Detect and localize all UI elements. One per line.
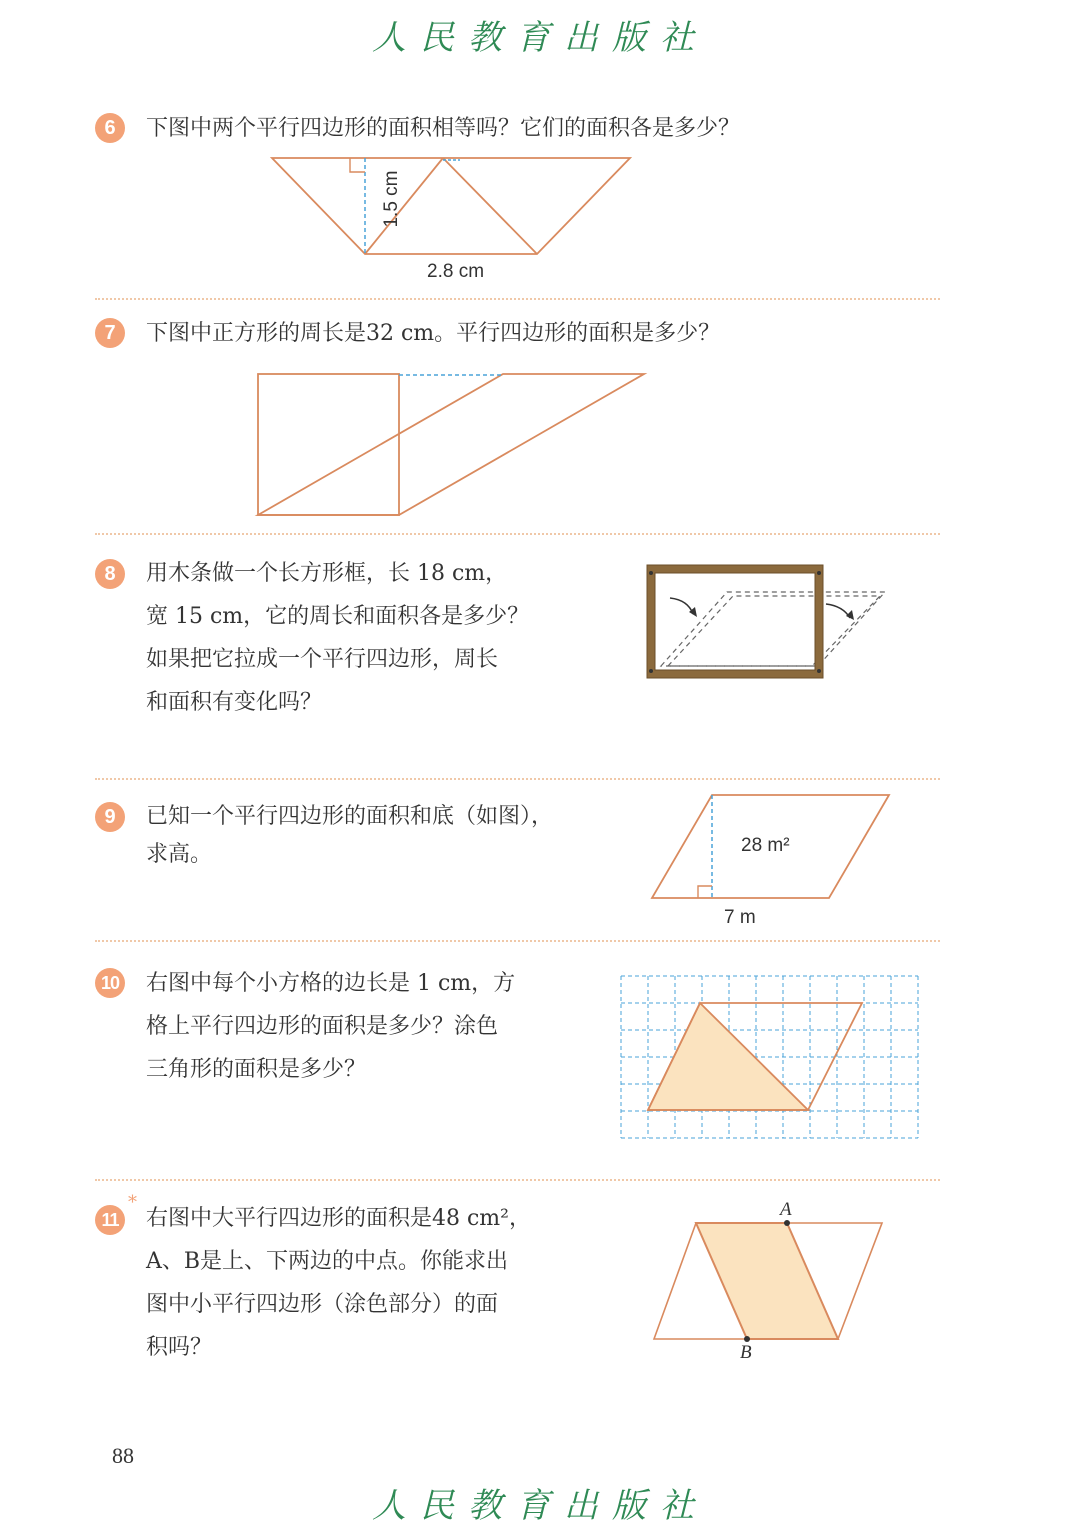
- page-number: 88: [112, 1443, 134, 1468]
- question-9-badge: 9: [95, 802, 125, 832]
- question-8-line-1: 用木条做一个长方形框，长 18 cm，: [146, 561, 508, 586]
- question-11-line-4: 积吗？: [146, 1335, 213, 1360]
- question-7-text: 下图中正方形的周长是32 cm。平行四边形的面积是多少？: [146, 321, 721, 346]
- question-7-badge: 7: [95, 318, 125, 348]
- question-11-line-2: A、B是上、下两边的中点。你能求出: [146, 1249, 509, 1274]
- question-11-star: *: [128, 1192, 137, 1213]
- question-8-badge: 8: [95, 559, 125, 589]
- question-11-line-3: 图中小平行四边形（涂色部分）的面: [146, 1292, 499, 1317]
- question-10-line-1: 右图中每个小方格的边长是 1 cm，方: [146, 971, 516, 996]
- question-9-line-1: 已知一个平行四边形的面积和底（如图），: [146, 804, 554, 829]
- point-a-label: A: [780, 1199, 792, 1220]
- question-8-line-3: 如果把它拉成一个平行四边形，周长: [146, 647, 499, 672]
- publisher-logo-footer: 人民教育出版社: [372, 1486, 708, 1526]
- question-10-line-3: 三角形的面积是多少？: [146, 1057, 367, 1082]
- question-6-height-label: 1.5 cm: [381, 170, 402, 228]
- question-9-line-2: 求高。: [146, 842, 213, 867]
- question-8-line-2: 宽 15 cm，它的周长和面积各是多少？: [146, 604, 530, 629]
- question-10-badge: 10: [95, 968, 125, 998]
- publisher-logo-header: 人民教育出版社: [372, 18, 708, 58]
- question-8-line-4: 和面积有变化吗？: [146, 690, 323, 715]
- point-b-label: B: [740, 1342, 752, 1363]
- question-6-badge: 6: [95, 113, 125, 143]
- question-6-base-label: 2.8 cm: [427, 261, 485, 282]
- question-11-line-1: 右图中大平行四边形的面积是48 cm²，: [146, 1206, 531, 1231]
- question-9-area-label: 28 m²: [741, 835, 790, 856]
- question-10-line-2: 格上平行四边形的面积是多少？涂色: [146, 1014, 499, 1039]
- question-6-text: 下图中两个平行四边形的面积相等吗？它们的面积各是多少？: [146, 116, 741, 141]
- question-9-base-label: 7 m: [724, 907, 756, 928]
- question-11-badge: 11: [95, 1205, 125, 1235]
